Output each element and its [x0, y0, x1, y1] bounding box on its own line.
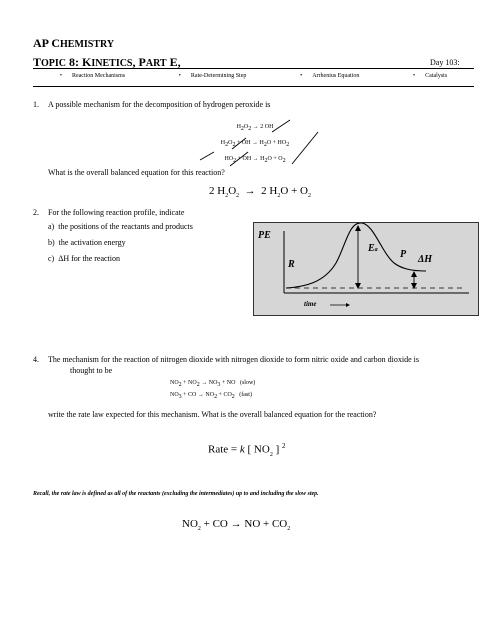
q4-rate-law: Rate = k [ $NO_2$ ] $^2$: [208, 442, 286, 458]
q2-item-a-text: the positions of the reactants and products: [58, 222, 193, 231]
time-arrow-head: [346, 303, 350, 307]
q1-prompt: A possible mechanism for the decomposition of hydrogen peroxide is: [48, 100, 271, 109]
topic-title: TOPIC 8: KINETICS, PART E,: [33, 55, 181, 69]
q2-item-c-text: ΔH for the reaction: [58, 254, 121, 263]
q1-step-2: $H_2O_2$ + OH → $H_2O + HO_2$: [220, 140, 290, 149]
reaction-profile-graph: [253, 222, 479, 316]
r-label: R: [288, 259, 295, 270]
q2-number: 2.: [33, 208, 39, 217]
q1-answer: 2 $H_2O_2 \to 2$ $H_2O + O_2$: [209, 185, 311, 200]
q2-item-a-letter: a): [48, 222, 55, 231]
q1-step-3: $HO_2$ + OH → $H_2O + O_2$: [224, 156, 286, 165]
q4-step-1: $NO_2 + NO_2 \to NO_3$ + NO (slow): [170, 380, 256, 389]
q2-item-c-letter: c): [48, 254, 55, 263]
bullet-catalysts: • Catalysts: [413, 73, 447, 79]
day-label: Day 103:: [430, 58, 460, 67]
q1-question: What is the overall balanced equation for this reaction?: [48, 168, 225, 177]
q2-prompt: For the following reaction profile, indicate: [48, 208, 185, 217]
q4-prompt: The mechanism for the reaction of nitrogen dioxide with nitrogen dioxide to form nitric oxide and carbon dioxide is: [48, 355, 420, 364]
q2-item-c: [48, 254, 120, 263]
dh-arrow-head-up: [411, 271, 417, 277]
q1-step-1: $H_2O_2 \to 2$ OH: [236, 124, 274, 133]
q2-item-a: [48, 222, 193, 231]
q1-number: 1.: [33, 100, 39, 109]
bullet-reaction-mechanisms: • Reaction Mechanisms: [60, 73, 125, 79]
q4-question: write the rate law expected for this mechanism. What is the overall balanced equation for the reaction?: [48, 410, 377, 419]
q2-item-b-letter: b): [48, 238, 55, 247]
bullet-rate-determining-step: • Rate-Determining Step: [179, 73, 247, 79]
q2-item-b-text: the activation energy: [58, 238, 126, 247]
q2-item-b: [48, 238, 126, 247]
q4-step-2: $NO_3$ + CO → $NO_2 + CO_2$ (fast): [170, 392, 252, 401]
course-title: AP CHEMISTRY: [33, 36, 115, 50]
ea-label: Ea: [368, 243, 378, 254]
q4-overall-equation: $NO_2$ + CO → NO + $CO_2$: [182, 518, 291, 533]
q4-prompt-continued: thought to be: [70, 366, 113, 375]
time-label: time: [304, 300, 317, 308]
dh-label: ΔH: [418, 254, 433, 265]
q4-number: 4.: [33, 355, 39, 364]
ea-arrow-head-up: [355, 225, 361, 231]
p-label: P: [400, 249, 407, 260]
pe-label: PE: [258, 230, 271, 241]
bullet-arrhenius-equation: • Arrhenius Equation: [300, 73, 359, 79]
q4-recall-note: Recall, the rate law is defined as all of the reactants (excluding the intermediates) up to and including the slow step.: [33, 491, 319, 497]
